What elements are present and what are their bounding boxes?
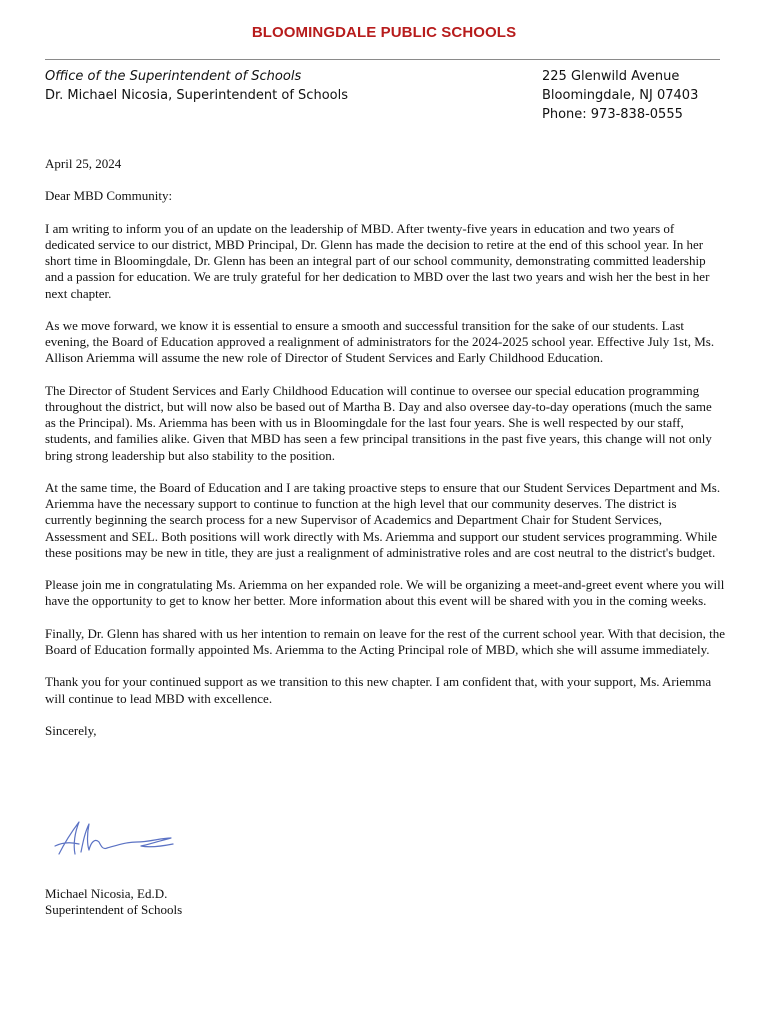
signer-name: Michael Nicosia, Ed.D. xyxy=(45,886,168,901)
phone-number: Phone: 973-838-0555 xyxy=(542,107,683,122)
paragraph-6: Finally, Dr. Glenn has shared with us her intention to remain on leave for the rest of the current school year. With that decision, the Board of Education formally appointed Ms. Ariemma to the Acting Principal role of MBD, which she will assume immediately. xyxy=(45,625,725,657)
address-city: Bloomingdale, NJ 07403 xyxy=(542,88,699,103)
letter-body xyxy=(45,156,725,755)
closing: Sincerely, xyxy=(45,722,97,738)
signer-title: Superintendent of Schools xyxy=(45,902,183,918)
letterhead-office-block xyxy=(45,67,465,105)
paragraph-1: I am writing to inform you of an update on the leadership of MBD. After twenty-five years in education and two years of dedicated service to our district, MBD Principal, Dr. Glenn has made the decision to retire at the end of this school year. In her short time in Bloomingdale, Dr. Glenn has been an integral part of our school community, demonstrating committed leadership and a passion for education. We are truly grateful for her dedication to MBD over the last two years and wish her the best in her next chapter. xyxy=(45,220,710,301)
signature-image xyxy=(45,808,185,868)
letterhead-address-block xyxy=(542,67,742,124)
address-street: 225 Glenwild Avenue xyxy=(542,69,680,84)
district-name: BLOOMINGDALE PUBLIC SCHOOLS xyxy=(251,24,517,41)
paragraph-4: At the same time, the Board of Education and I are taking proactive steps to ensure that our Student Services Department and Ms. Ariemma have the necessary support to continue to function at the high level that our community deserves. The district is currently beginning the search process for a new Supervisor of Academics and Department Chair for Student Services, Assessment and SEL. Both positions will work directly with Ms. Ariemma and support our student services programming. While these positions may be new in title, they are just a realignment of administrative roles and are cost neutral to the district's budget. xyxy=(45,479,721,560)
signature-block xyxy=(45,886,345,918)
paragraph-2: As we move forward, we know it is essential to ensure a smooth and successful transition for the sake of our students. Last evening, the Board of Education approved a realignment of administrators for the 2024-2025 school year. Effective July 1st, Ms. Allison Ariemma will assume the new role of Director of Student Services and Early Childhood Education. xyxy=(45,317,715,366)
salutation: Dear MBD Community: xyxy=(45,188,173,204)
paragraph-7: Thank you for your continued support as we transition to this new chapter. I am confident that, with your support, Ms. Ariemma will continue to lead MBD with excellence. xyxy=(45,674,712,706)
paragraph-5: Please join me in congratulating Ms. Ariemma on her expanded role. We will be organizing a meet-and-greet event where you will have the opportunity to get to know her better. More information about this event will be shared with you in the coming weeks. xyxy=(45,577,725,609)
letter-date: April 25, 2024 xyxy=(45,156,122,171)
header-divider xyxy=(45,59,720,60)
paragraph-3: The Director of Student Services and Early Childhood Education will continue to oversee our special education programming throughout the district, but will now also be based out of Martha B. Day and also oversee day-to-day operations (much the same as the Principal). Ms. Ariemma has been with us in Bloomingdale for the last four years. She is well respected by our staff, students, and families alike. Given that MBD has seen a few principal transitions in the past five years, this change will not only bring strong leadership but also stability to the position. xyxy=(45,382,712,463)
office-title: Office of the Superintendent of Schools xyxy=(45,69,302,84)
superintendent-line: Dr. Michael Nicosia, Superintendent of Schools xyxy=(45,88,348,103)
